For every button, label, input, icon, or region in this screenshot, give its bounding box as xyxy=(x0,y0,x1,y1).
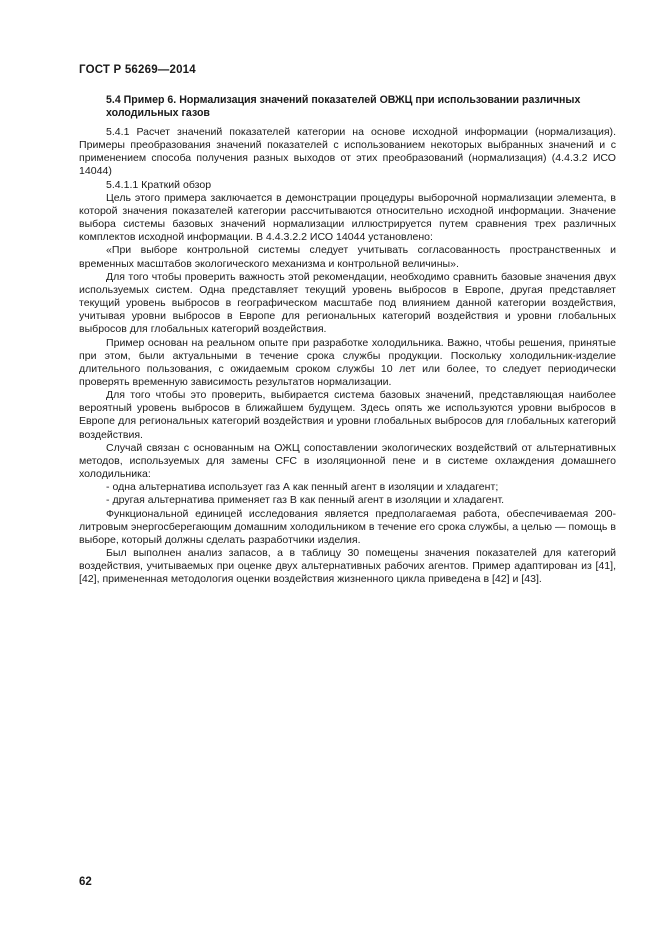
list-item-gas-a: - одна альтернатива использует газ А как пенный агент в изоляции и хладагент; xyxy=(106,481,499,494)
paragraph-comparison: Для того чтобы проверить важность этой рекомендации, необходимо сравнить базовые значения двух используемых систем. Одна представляет текущий уровень выбросов в Европе, другая представляет текущий уровень выбросов в географическом масштабе под влиянием данной категории воздействия, учитывая уровни выбросов в Европе для региональных категорий воздействия и уровни глобальных выбросов для глобальных категорий воздействия. xyxy=(79,270,616,336)
list-item-gas-b: - другая альтернатива применяет газ В как пенный агент в изоляции и хладагент. xyxy=(106,494,505,507)
page-number: 62 xyxy=(79,876,92,888)
section-title: 5.4 Пример 6. Нормализация значений показателей ОВЖЦ при использовании различных холодильных газов xyxy=(106,94,581,120)
body-text xyxy=(79,126,616,586)
document-header-standard: ГОСТ Р 56269—2014 xyxy=(79,64,196,76)
paragraph-purpose: Цель этого примера заключается в демонстрации процедуры выборочной нормализации элемента, в которой значения показателей категории рассчитываются относительно исходной информации. Значение выбора системы базовых значений нормализации иллюстрируется путем сравнения трех различных комплектов исходной информации. В 4.4.3.2.2 ИСО 14044 установлено: xyxy=(79,191,616,244)
paragraph-case: Случай связан с основанным на ОЖЦ сопоставлении экологических воздействий от альтернативных методов, используемых для замены CFC в изоляционной пене и в системе охлаждения домашнего холодильника: xyxy=(79,441,616,481)
paragraph-refrigerator-example: Пример основан на реальном опыте при разработке холодильника. Важно, чтобы решения, принятые при этом, были актуальными в течение срока службы продукции. Поскольку холодильник-изделие длительного пользования, с ожидаемым сроком службы 10 лет или более, то следует периодически проверять временную зависимость результатов нормализации. xyxy=(79,336,616,388)
paragraph-5-4-1: 5.4.1 Расчет значений показателей категории на основе исходной информации (нормализация). Примеры преобразования значений показателей с использованием некоторых выбранных значений и с применением способа получения разных выходов от этих преобразований (нормализация) (4.4.3.2 ИСО 14044) xyxy=(79,126,616,178)
paragraph-5-4-1-1-heading: 5.4.1.1 Краткий обзор xyxy=(106,178,212,191)
paragraph-functional-unit: Функциональной единицей исследования является предполагаемая работа, обеспечиваемая 200-литровым энергосберегающим домашним холодильником в течение его срока службы, а целью — помощь в выборе, который должны сделать разработчики изделия. xyxy=(79,507,616,546)
paragraph-quote: «При выборе контрольной системы следует учитывать согласованность пространственных и временных масштабов экологического механизма и контрольной величины». xyxy=(79,244,616,270)
paragraph-baseline-system: Для того чтобы это проверить, выбирается система базовых значений, представляющая наиболее вероятный уровень выбросов в ближайшем будущем. Здесь опять же используются уровни выбросов в Европе для региональных категорий воздействия и уровни глобальных выбросов для глобальных категорий воздействия. xyxy=(79,389,616,441)
paragraph-inventory-analysis: Был выполнен анализ запасов, а в таблицу 30 помещены значения показателей для категорий воздействия, учитываемых при оценке двух альтернативных рабочих агентов. Пример адаптирован из [41],[42], примененная методология оценки воздействия жизненного цикла приведена в [42] и [43]. xyxy=(79,547,616,586)
